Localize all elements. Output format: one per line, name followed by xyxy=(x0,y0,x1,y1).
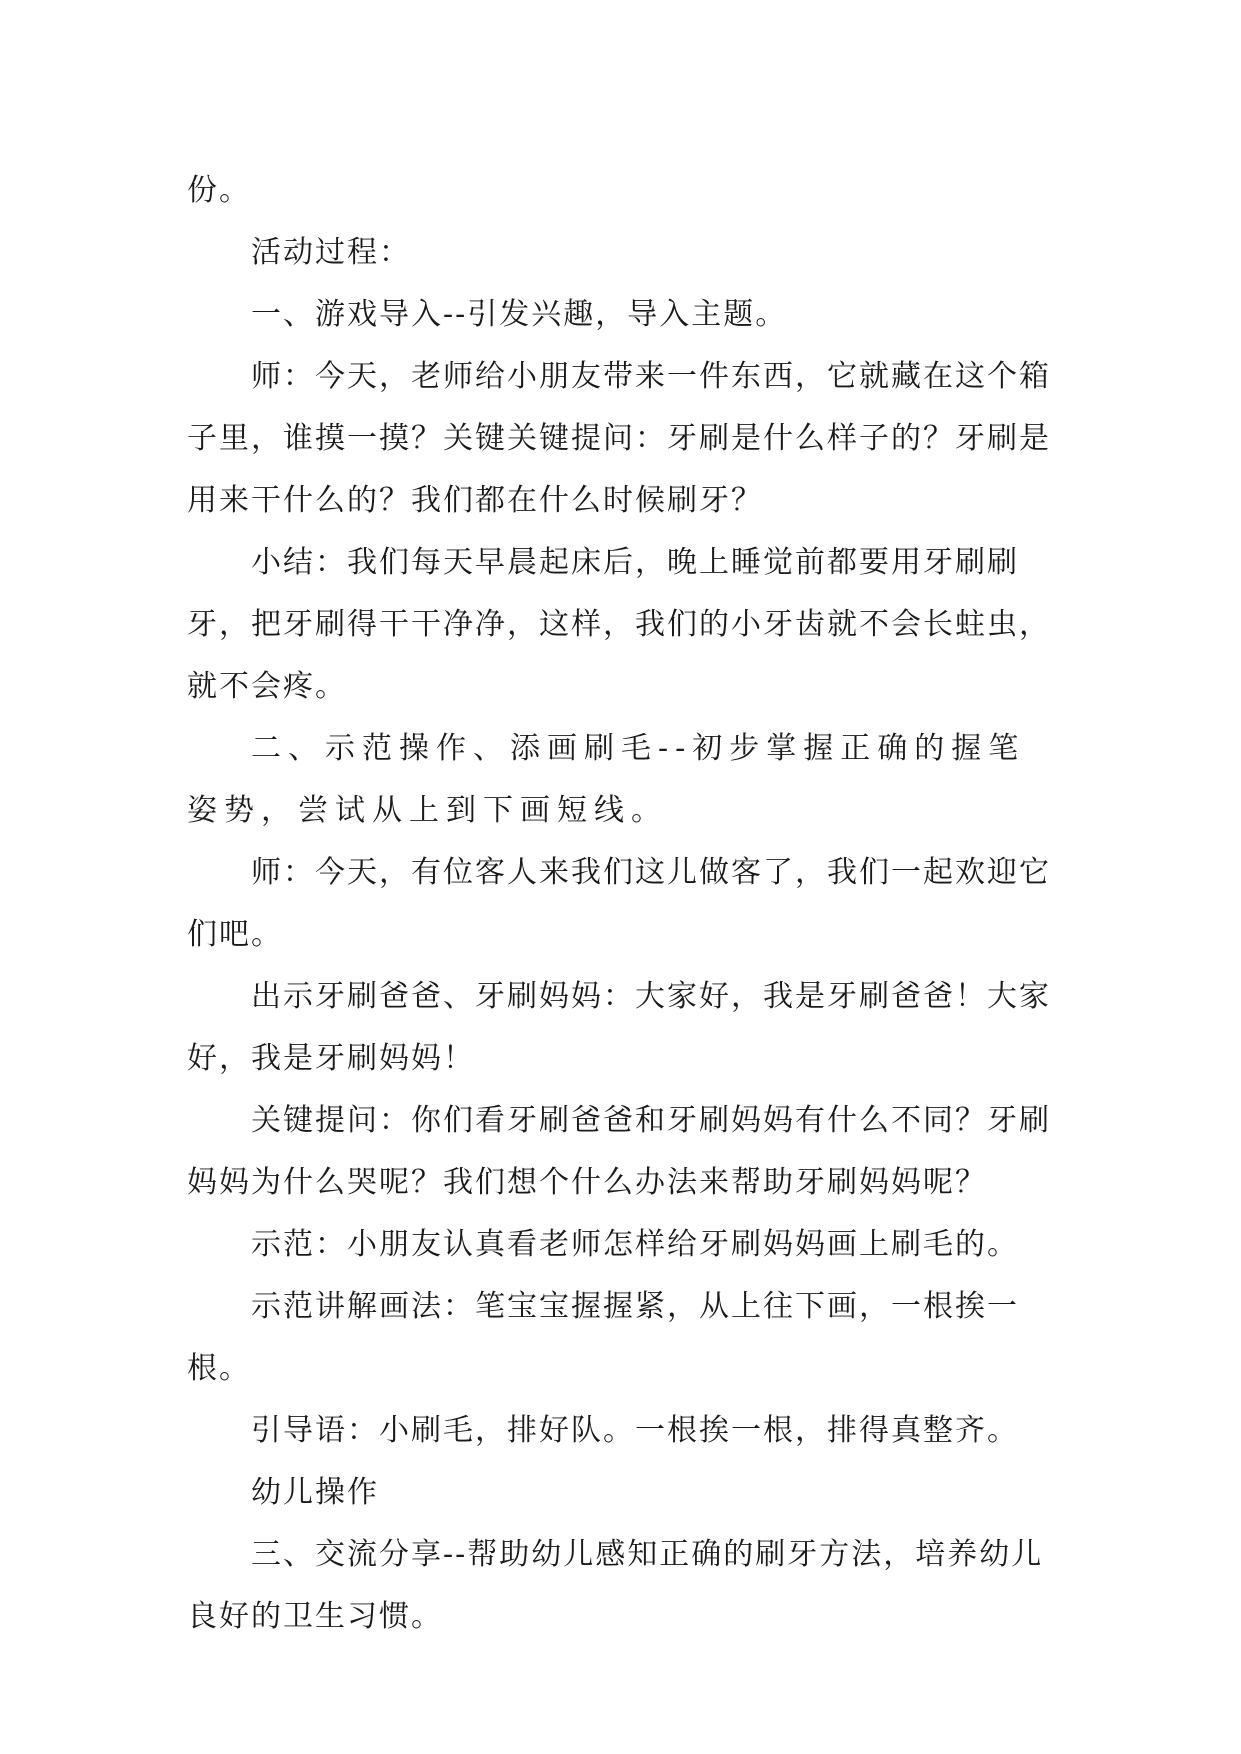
paragraph-activity-process-heading: 活动过程： xyxy=(251,235,411,270)
paragraph-continuation: 份。 xyxy=(187,173,251,208)
paragraph-guiding-words: 引导语：小刷毛，排好队。一根挨一根，排得真整齐。 xyxy=(251,1413,1019,1448)
paragraph-teacher-intro: 师：今天，老师给小朋友带来一件东西，它就藏在这个箱子里，谁摸一摸？关键关键提问：牙刷是什么样子的？牙刷是用来干什么的？我们都在什么时候刷牙？ xyxy=(187,359,1051,518)
paragraph-section-two-heading: 二、示范操作、添画刷毛--初步掌握正确的握笔姿势，尝试从上到下画短线。 xyxy=(187,731,1026,828)
paragraph-show-toothbrushes: 出示牙刷爸爸、牙刷妈妈：大家好，我是牙刷爸爸！大家好，我是牙刷妈妈！ xyxy=(187,979,1051,1076)
document-body xyxy=(187,160,1055,1648)
paragraph-drawing-method: 示范讲解画法：笔宝宝握握紧，从上往下画，一根挨一根。 xyxy=(187,1289,1019,1386)
paragraph-demonstration: 示范：小朋友认真看老师怎样给牙刷妈妈画上刷毛的。 xyxy=(251,1227,1019,1262)
paragraph-summary: 小结：我们每天早晨起床后，晚上睡觉前都要用牙刷刷牙，把牙刷得干干净净，这样，我们的小牙齿就不会长蛀虫，就不会疼。 xyxy=(187,545,1051,704)
paragraph-section-three-heading: 三、交流分享--帮助幼儿感知正确的刷牙方法，培养幼儿良好的卫生习惯。 xyxy=(187,1537,1044,1634)
paragraph-teacher-guest: 师：今天，有位客人来我们这儿做客了，我们一起欢迎它们吧。 xyxy=(187,855,1051,952)
paragraph-section-one-heading: 一、游戏导入--引发兴趣，导入主题。 xyxy=(251,297,788,332)
paragraph-key-question: 关键提问：你们看牙刷爸爸和牙刷妈妈有什么不同？牙刷妈妈为什么哭呢？我们想个什么办法来帮助牙刷妈妈呢？ xyxy=(187,1103,1051,1200)
paragraph-child-operation: 幼儿操作 xyxy=(251,1475,379,1510)
